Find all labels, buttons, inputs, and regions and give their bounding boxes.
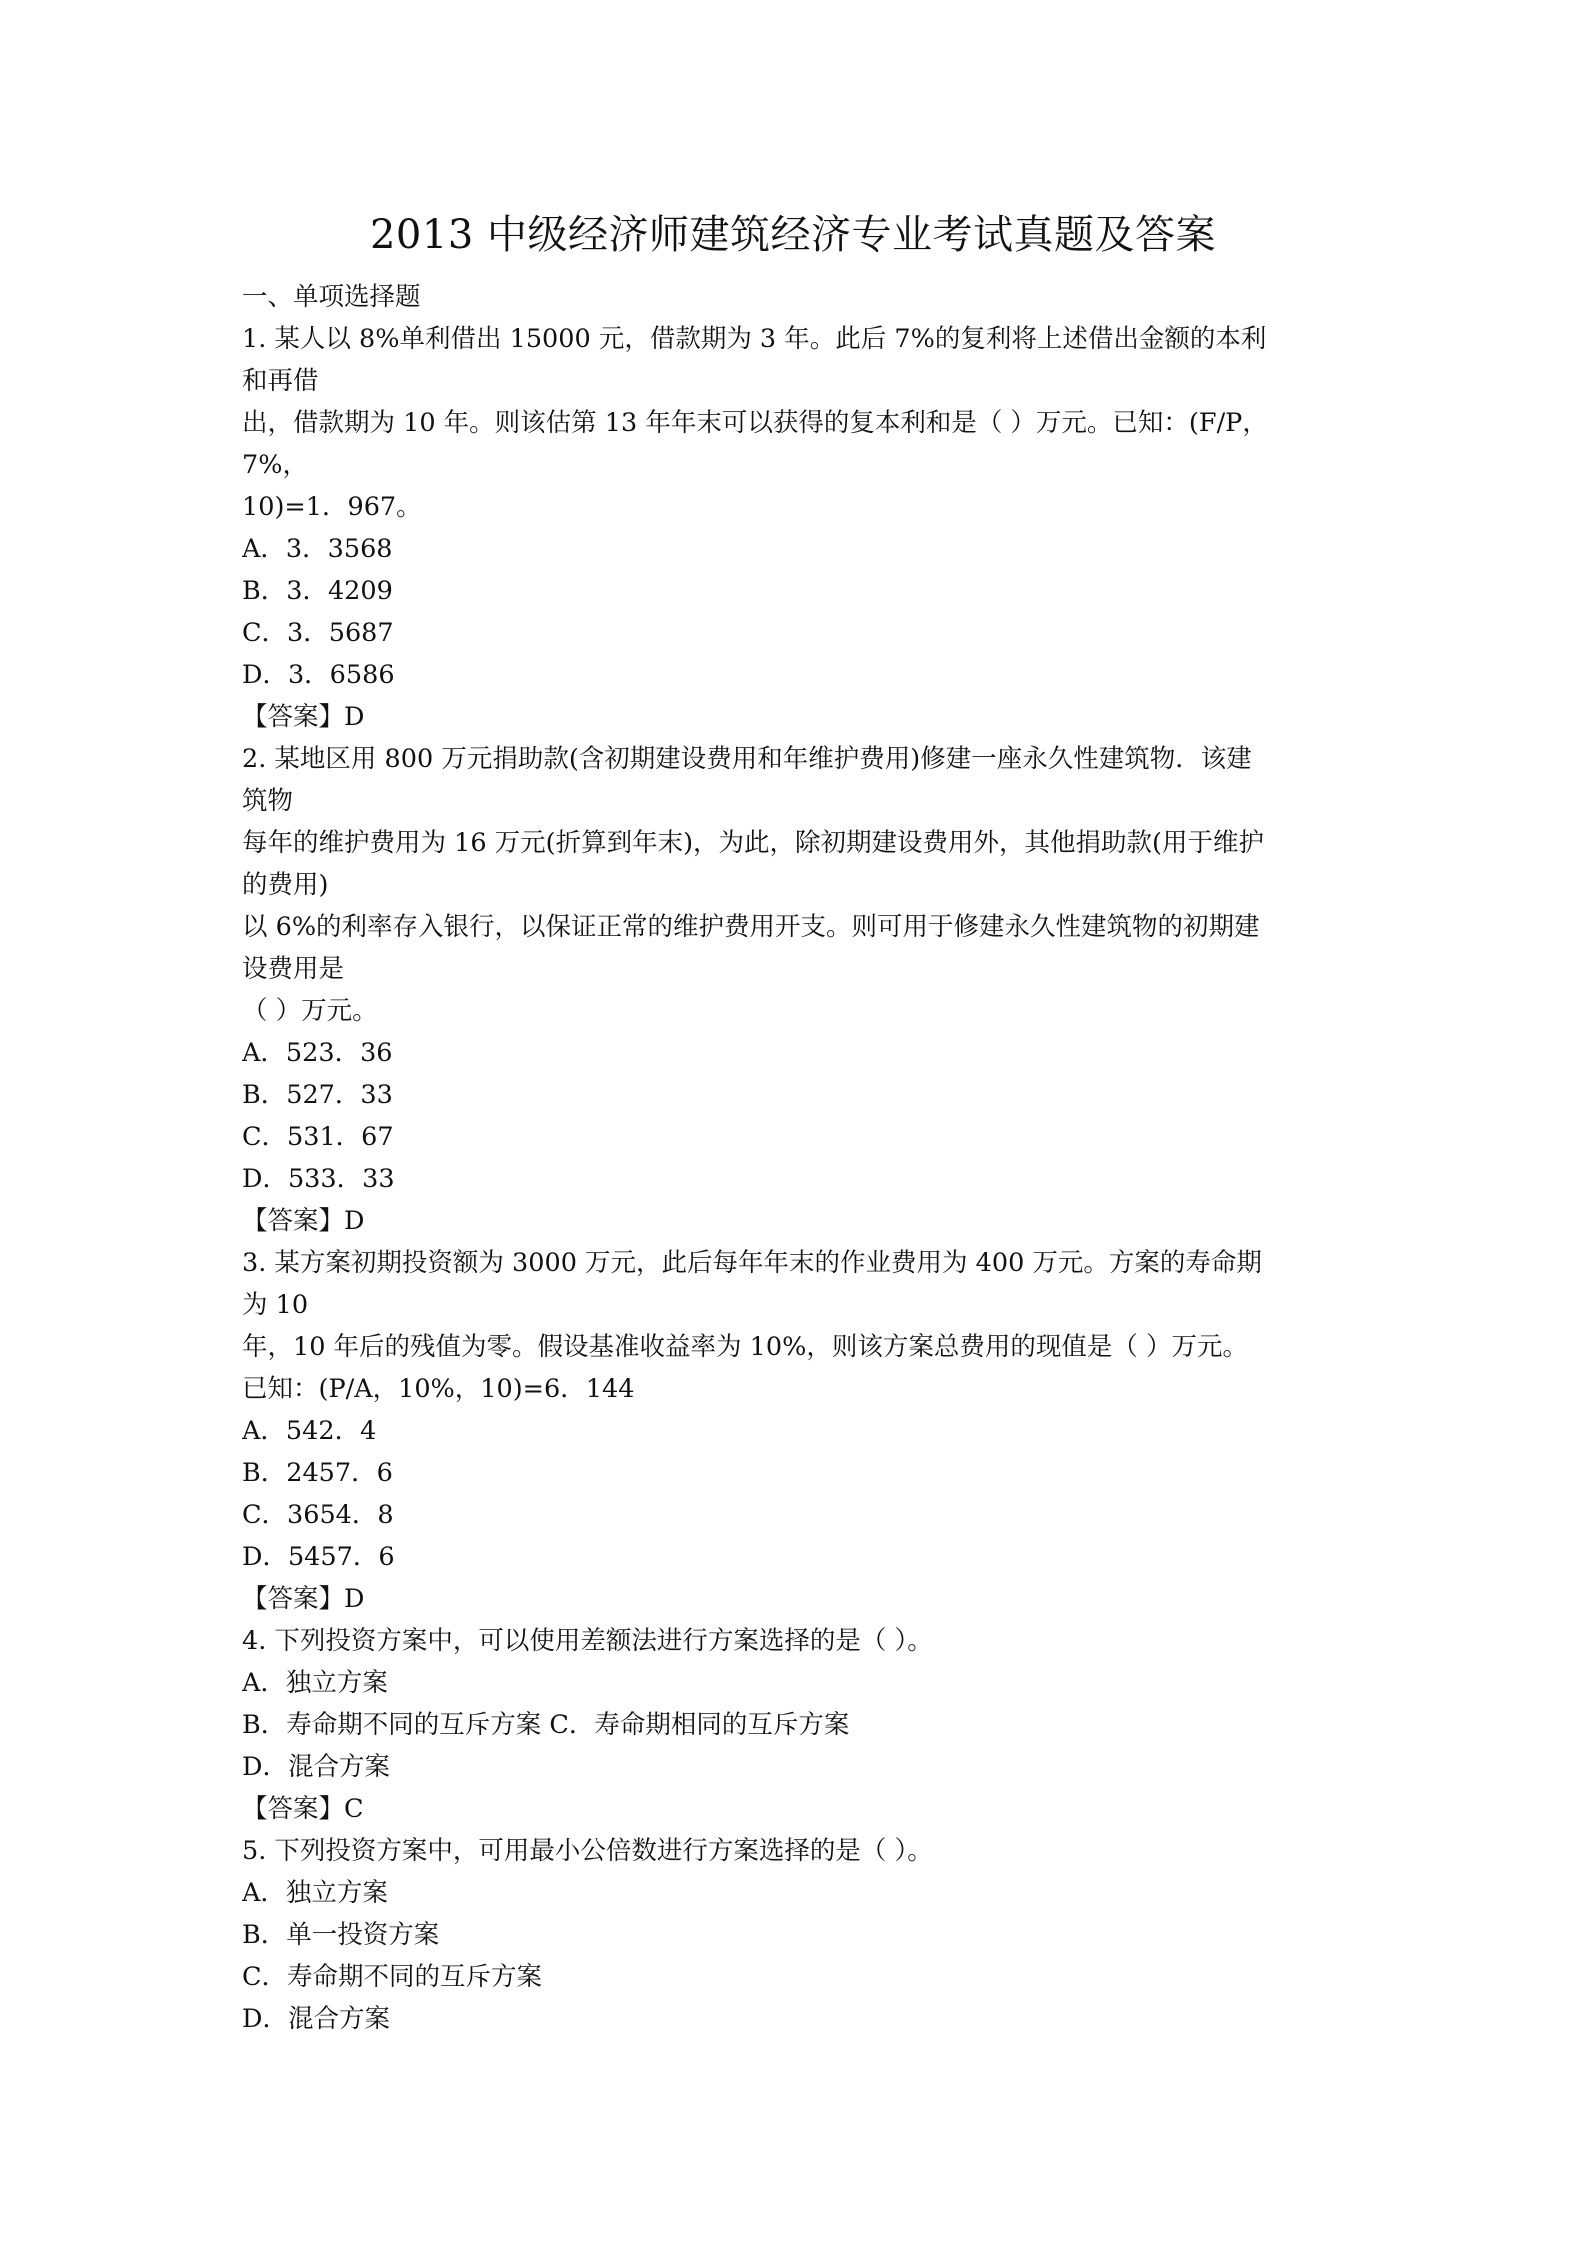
answer: 【答案】C [242, 1794, 364, 1824]
question-2-text: （ ）万元。 [242, 996, 378, 1026]
option-a: A．523．36 [242, 1038, 393, 1068]
option-c: C．寿命期不同的互斥方案 [242, 1962, 543, 1992]
option-c: C．3654．8 [242, 1500, 394, 1530]
document-body [242, 276, 1357, 2040]
option-a: A．独立方案 [242, 1668, 388, 1698]
question-1-text: 7%， [242, 450, 308, 480]
option-b: B．3．4209 [242, 576, 393, 606]
question-3-text: 3. 某方案初期投资额为 3000 万元，此后每年年末的作业费用为 400 万元。方案的寿命期 [242, 1248, 1262, 1278]
question-2-text: 设费用是 [242, 954, 345, 984]
option-d: D．混合方案 [242, 2004, 390, 2034]
option-b: B．单一投资方案 [242, 1920, 440, 1950]
question-3-text: 已知：(P/A，10%，10)=6．144 [242, 1374, 635, 1404]
question-1-text: 和再借 [242, 366, 319, 396]
option-d: D．3．6586 [242, 660, 395, 690]
question-2-text: 2. 某地区用 800 万元捐助款(含初期建设费用和年维护费用)修建一座永久性建筑物．该建 [242, 744, 1252, 774]
question-1-text: 10)=1．967。 [242, 492, 422, 522]
option-c: C．531．67 [242, 1122, 394, 1152]
option-d: D．混合方案 [242, 1752, 390, 1782]
question-3-text: 年，10 年后的残值为零。假设基准收益率为 10%，则该方案总费用的现值是（ ）万元。 [242, 1332, 1248, 1362]
option-a: A．542．4 [242, 1416, 377, 1446]
answer: 【答案】D [242, 1584, 365, 1614]
option-b: B．2457．6 [242, 1458, 393, 1488]
option-a: A．3．3568 [242, 534, 393, 564]
question-1-text: 1. 某人以 8%单利借出 15000 元，借款期为 3 年。此后 7%的复利将上述借出金额的本利 [242, 324, 1267, 354]
option-d: D．5457．6 [242, 1542, 395, 1572]
section-heading: 一、单项选择题 [242, 282, 421, 312]
option-b-c: B．寿命期不同的互斥方案 C．寿命期相同的互斥方案 [242, 1710, 850, 1740]
option-c: C．3．5687 [242, 618, 394, 648]
question-2-text: 每年的维护费用为 16 万元(折算到年末)，为此，除初期建设费用外，其他捐助款(用于维护 [242, 828, 1265, 858]
question-2-text: 筑物 [242, 786, 294, 816]
answer: 【答案】D [242, 702, 365, 732]
option-b: B．527．33 [242, 1080, 393, 1110]
question-4-text: 4. 下列投资方案中，可以使用差额法进行方案选择的是（ ）。 [242, 1626, 933, 1656]
question-5-text: 5. 下列投资方案中，可用最小公倍数进行方案选择的是（ ）。 [242, 1836, 933, 1866]
question-1-text: 出，借款期为 10 年。则该估第 13 年年末可以获得的复本利和是（ ）万元。已知：(F/P， [242, 408, 1268, 438]
question-2-text: 以 6%的利率存入银行，以保证正常的维护费用开支。则可用于修建永久性建筑物的初期建 [242, 912, 1260, 942]
answer: 【答案】D [242, 1206, 365, 1236]
question-2-text: 的费用) [242, 870, 329, 900]
page-title: 2013 中级经济师建筑经济专业考试真题及答案 [369, 212, 1216, 258]
option-d: D．533．33 [242, 1164, 395, 1194]
option-a: A．独立方案 [242, 1878, 388, 1908]
question-3-text: 为 10 [242, 1290, 309, 1320]
